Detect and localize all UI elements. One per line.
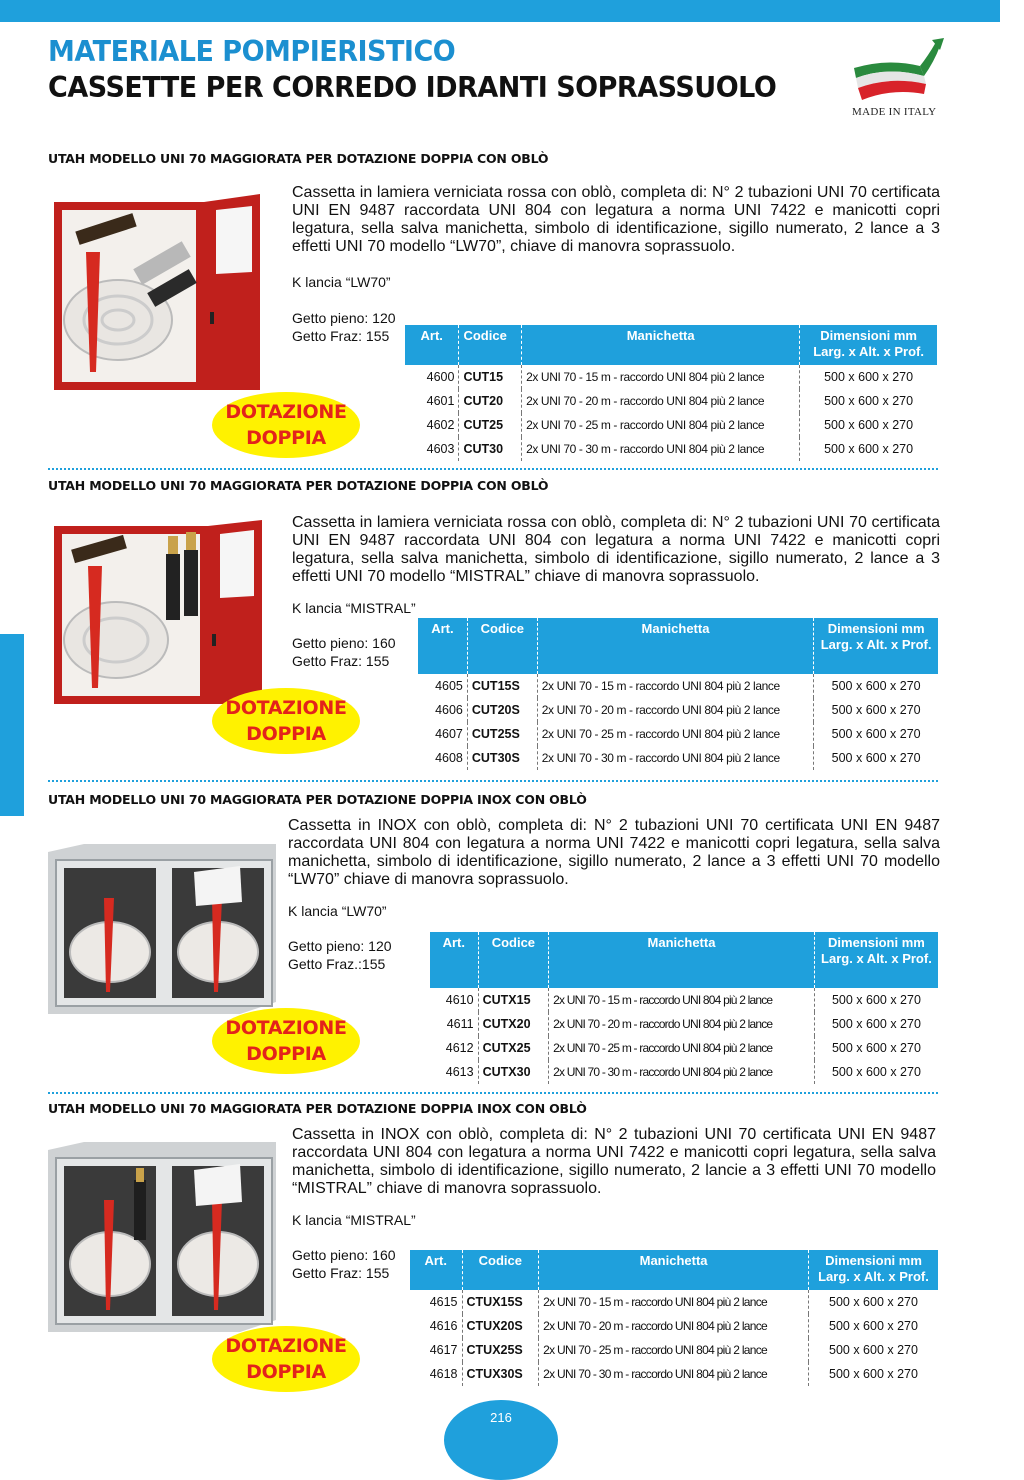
section-3-k-lancia: K lancia “LW70”	[288, 903, 387, 919]
section-1-product-table	[405, 325, 937, 461]
code-cell: CUT15S	[467, 674, 537, 698]
section-4-product-table	[410, 1250, 938, 1386]
section-2-title: UTAH MODELLO UNI 70 MAGGIORATA PER DOTAZIONE DOPPIA CON OBLÒ	[48, 478, 549, 493]
art-cell: 4607	[418, 722, 467, 746]
dotazione-doppia-badge	[212, 688, 360, 754]
dimensions-cell: 500 x 600 x 270	[829, 1319, 918, 1333]
dimensions-cell: 500 x 600 x 270	[824, 370, 914, 384]
page-number-tab	[444, 1400, 558, 1480]
dotazione-doppia-badge	[212, 392, 360, 458]
description-cell: 2x UNI 70 - 15 m - raccordo UNI 804 più 2 lance	[539, 1290, 809, 1314]
description-cell: 2x UNI 70 - 30 m - raccordo UNI 804 più 2 lance	[537, 746, 813, 770]
dimensions-cell: 500 x 600 x 270	[831, 1041, 921, 1055]
table-row	[418, 722, 938, 746]
description-cell: 2x UNI 70 - 25 m - raccordo UNI 804 più 2 lance	[539, 1338, 809, 1362]
page-title: MATERIALE POMPIERISTICO	[48, 36, 456, 69]
table-row	[430, 1012, 938, 1036]
dimensions-cell: 500 x 600 x 270	[824, 418, 914, 432]
code-cell: CTUX15S	[462, 1290, 539, 1314]
red-cabinet-photo	[48, 518, 276, 708]
description-cell: 2x UNI 70 - 20 m - raccordo UNI 804 più 2 lance	[522, 389, 800, 413]
art-cell: 4617	[410, 1338, 462, 1362]
code-cell: CUT30	[459, 437, 522, 461]
section-1-title: UTAH MODELLO UNI 70 MAGGIORATA PER DOTAZIONE DOPPIA CON OBLÒ	[48, 151, 549, 166]
section-2-getto	[292, 634, 396, 670]
col-dimensioni: Dimensioni mm Larg. x Alt. x Prof.	[808, 1250, 938, 1290]
table-row	[410, 1362, 938, 1386]
code-cell: CUTX25	[478, 1036, 549, 1060]
table-row	[418, 674, 938, 698]
code-cell: CTUX30S	[462, 1362, 539, 1386]
dimensions-cell: 500 x 600 x 270	[831, 993, 921, 1007]
description-cell: 2x UNI 70 - 30 m - raccordo UNI 804 più 2 lance	[549, 1060, 815, 1084]
code-cell: CUTX15	[478, 988, 549, 1012]
dimensions-cell: 500 x 600 x 270	[831, 1065, 921, 1079]
table-row	[410, 1338, 938, 1362]
table-row	[410, 1290, 938, 1314]
inox-cabinet-photo	[44, 1140, 280, 1336]
getto-pieno: Getto pieno: 120	[288, 938, 392, 954]
col-dimensioni: Dimensioni mm Larg. x Alt. x Prof.	[814, 618, 938, 674]
dotazione-doppia-badge	[212, 1008, 360, 1074]
col-codice: Codice	[459, 325, 522, 365]
section-3-getto	[288, 937, 392, 973]
description-cell: 2x UNI 70 - 20 m - raccordo UNI 804 più 2 lance	[537, 698, 813, 722]
col-codice: Codice	[478, 932, 549, 988]
art-cell: 4611	[430, 1012, 478, 1036]
col-manichetta: Manichetta	[539, 1250, 809, 1290]
table-row	[418, 698, 938, 722]
art-cell: 4616	[410, 1314, 462, 1338]
art-cell: 4608	[418, 746, 467, 770]
code-cell: CUT20	[459, 389, 522, 413]
section-4-getto	[292, 1246, 396, 1282]
code-cell: CUT15	[459, 365, 522, 389]
section-3-description: Cassetta in INOX con oblò, completa di: N° 2 tubazioni UNI 70 certificata UNI EN 9487 raccordata UNI 804 con legatura a norma UNI 7422 e manicotti copri legatura, sella salva manichetta, simbolo di identificazione, sigillo numerato, 2 lance a 3 effetti UNI 70 modello “LW70” chiave di manovra soprassuolo.	[288, 817, 940, 888]
section-4-description: Cassetta in INOX con oblò, completa di: N° 2 tubazioni UNI 70 certificata UNI EN 9487 raccordata UNI 804 con legatura a norma UNI 7422 e manicotti copri legatura, sella salva manichetta, simbolo di identificazione, sigillo numerato, 2 lancie a 3 effetti UNI 70 modello “MISTRAL” chiave di manovra soprassuolo.	[292, 1126, 936, 1197]
dimensions-cell: 500 x 600 x 270	[829, 1343, 918, 1357]
dimensions-cell: 500 x 600 x 270	[831, 679, 921, 693]
section-divider	[48, 780, 938, 782]
description-cell: 2x UNI 70 - 15 m - raccordo UNI 804 più 2 lance	[549, 988, 815, 1012]
art-cell: 4612	[430, 1036, 478, 1060]
dotazione-doppia-badge	[212, 1326, 360, 1392]
section-2-k-lancia: K lancia “MISTRAL”	[292, 600, 416, 616]
table-row	[405, 389, 937, 413]
code-cell: CTUX20S	[462, 1314, 539, 1338]
art-cell: 4603	[405, 437, 459, 461]
section-divider	[48, 1092, 938, 1094]
table-row	[405, 413, 937, 437]
art-cell: 4618	[410, 1362, 462, 1386]
section-1-getto	[292, 309, 396, 345]
top-accent-bar	[0, 0, 1000, 22]
code-cell: CTUX25S	[462, 1338, 539, 1362]
description-cell: 2x UNI 70 - 25 m - raccordo UNI 804 più 2 lance	[537, 722, 813, 746]
made-in-italy-text: MADE IN ITALY	[852, 106, 937, 118]
art-cell: 4606	[418, 698, 467, 722]
section-3-title: UTAH MODELLO UNI 70 MAGGIORATA PER DOTAZIONE DOPPIA INOX CON OBLÒ	[48, 792, 587, 807]
dimensions-cell: 500 x 600 x 270	[824, 394, 914, 408]
section-1-description: Cassetta in lamiera verniciata rossa con oblò, completa di: N° 2 tubazioni UNI 70 certificata UNI EN 9487 raccordata UNI 804 con legatura a norma UNI 7422 e manicotti copri legatura, sella salva manichetta, simbolo di identificazione, sigillo numerato, 2 lance a 3 effetti UNI 70 modello “LW70”, chiave di manovra soprassuolo.	[292, 184, 940, 255]
badge-line-2: DOPPIA	[246, 1361, 326, 1383]
art-cell: 4610	[430, 988, 478, 1012]
description-cell: 2x UNI 70 - 30 m - raccordo UNI 804 più 2 lance	[522, 437, 800, 461]
col-manichetta: Manichetta	[537, 618, 813, 674]
section-4-title: UTAH MODELLO UNI 70 MAGGIORATA PER DOTAZIONE DOPPIA INOX CON OBLÒ	[48, 1101, 587, 1116]
col-art: Art.	[430, 932, 478, 988]
dimensions-cell: 500 x 600 x 270	[831, 703, 921, 717]
dimensions-cell: 500 x 600 x 270	[829, 1367, 918, 1381]
code-cell: CUT30S	[467, 746, 537, 770]
table-row	[405, 437, 937, 461]
page-number: 216	[490, 1410, 512, 1425]
badge-line-1: DOTAZIONE	[225, 1335, 347, 1357]
code-cell: CUTX20	[478, 1012, 549, 1036]
description-cell: 2x UNI 70 - 20 m - raccordo UNI 804 più 2 lance	[539, 1314, 809, 1338]
getto-pieno: Getto pieno: 160	[292, 635, 396, 651]
code-cell: CUT25	[459, 413, 522, 437]
table-row	[430, 1036, 938, 1060]
getto-fraz: Getto Fraz: 155	[292, 1265, 390, 1281]
col-art: Art.	[405, 325, 459, 365]
section-2-product-table	[418, 618, 938, 770]
section-4-k-lancia: K lancia “MISTRAL”	[292, 1212, 416, 1228]
table-row	[430, 988, 938, 1012]
section-2-description: Cassetta in lamiera verniciata rossa con oblò, completa di: N° 2 tubazioni UNI 70 certificata UNI EN 9487 raccordata UNI 804 con legatura a norma UNI 7422 e manicotti copri legatura, sella salva manichetta, simbolo di identificazione, sigillo numerato, 2 lance a 3 effetti UNI 70 modello “MISTRAL” chiave di manovra soprassuolo.	[292, 514, 940, 585]
red-cabinet-photo	[48, 192, 276, 394]
dimensions-cell: 500 x 600 x 270	[824, 442, 914, 456]
art-cell: 4613	[430, 1060, 478, 1084]
getto-fraz: Getto Fraz: 155	[292, 653, 390, 669]
col-manichetta: Manichetta	[549, 932, 815, 988]
getto-pieno: Getto pieno: 120	[292, 310, 396, 326]
table-row	[405, 365, 937, 389]
description-cell: 2x UNI 70 - 25 m - raccordo UNI 804 più 2 lance	[549, 1036, 815, 1060]
dimensions-cell: 500 x 600 x 270	[831, 751, 921, 765]
code-cell: CUT25S	[467, 722, 537, 746]
code-cell: CUTX30	[478, 1060, 549, 1084]
inox-cabinet-photo	[44, 842, 280, 1018]
section-divider	[48, 468, 938, 470]
getto-pieno: Getto pieno: 160	[292, 1247, 396, 1263]
description-cell: 2x UNI 70 - 25 m - raccordo UNI 804 più 2 lance	[522, 413, 800, 437]
col-codice: Codice	[462, 1250, 539, 1290]
col-manichetta: Manichetta	[522, 325, 800, 365]
art-cell: 4602	[405, 413, 459, 437]
dimensions-cell: 500 x 600 x 270	[831, 727, 921, 741]
section-3-product-table	[430, 932, 938, 1084]
table-row	[430, 1060, 938, 1084]
badge-line-2: DOPPIA	[246, 723, 326, 745]
code-cell: CUT20S	[467, 698, 537, 722]
description-cell: 2x UNI 70 - 20 m - raccordo UNI 804 più 2 lance	[549, 1012, 815, 1036]
badge-line-1: DOTAZIONE	[225, 401, 347, 423]
badge-line-2: DOPPIA	[246, 1043, 326, 1065]
description-cell: 2x UNI 70 - 15 m - raccordo UNI 804 più 2 lance	[522, 365, 800, 389]
col-dimensioni: Dimensioni mm Larg. x Alt. x Prof.	[814, 932, 938, 988]
getto-fraz: Getto Fraz: 155	[292, 328, 390, 344]
section-1-k-lancia: K lancia “LW70”	[292, 274, 391, 290]
getto-fraz: Getto Fraz.:155	[288, 956, 386, 972]
art-cell: 4600	[405, 365, 459, 389]
page-subtitle: CASSETTE PER CORREDO IDRANTI SOPRASSUOLO	[48, 72, 777, 105]
badge-line-1: DOTAZIONE	[225, 1017, 347, 1039]
dimensions-cell: 500 x 600 x 270	[829, 1295, 918, 1309]
description-cell: 2x UNI 70 - 30 m - raccordo UNI 804 più 2 lance	[539, 1362, 809, 1386]
dimensions-cell: 500 x 600 x 270	[831, 1017, 921, 1031]
table-row	[410, 1314, 938, 1338]
art-cell: 4615	[410, 1290, 462, 1314]
description-cell: 2x UNI 70 - 15 m - raccordo UNI 804 più 2 lance	[537, 674, 813, 698]
col-art: Art.	[410, 1250, 462, 1290]
col-codice: Codice	[467, 618, 537, 674]
badge-line-1: DOTAZIONE	[225, 697, 347, 719]
table-row	[418, 746, 938, 770]
col-dimensioni: Dimensioni mm Larg. x Alt. x Prof.	[800, 325, 937, 365]
side-accent-bar	[0, 634, 24, 816]
badge-line-2: DOPPIA	[246, 427, 326, 449]
col-art: Art.	[418, 618, 467, 674]
art-cell: 4601	[405, 389, 459, 413]
art-cell: 4605	[418, 674, 467, 698]
